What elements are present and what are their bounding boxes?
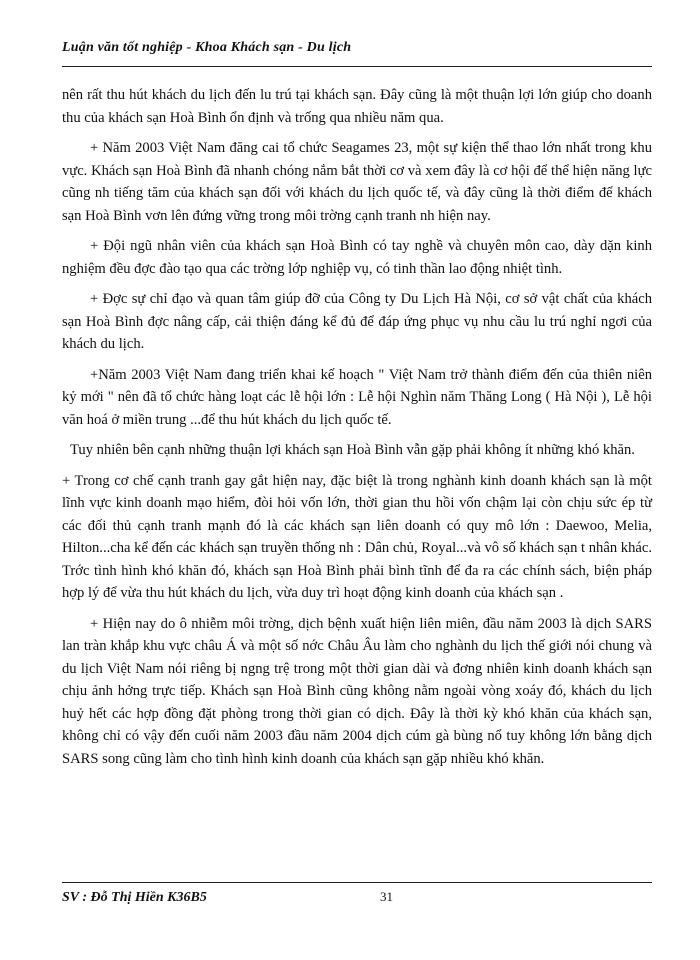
paragraph-company-support: + Đợc sự chỉ đạo và quan tâm giúp đỡ của Công ty Du Lịch Hà Nội, cơ sở vật chất của khách sạn Hoà Bình đợc nâng cấp, cải thiện đáng kể đủ để đáp ứng phục vụ nhu cầu lu trú nghỉ ngơi của khách du lịch. — [62, 291, 652, 352]
paragraph-staff: + Đội ngũ nhân viên của khách sạn Hoà Bình có tay nghề và chuyên môn cao, dày dặn kinh nghiệm đều đợc đào tạo qua các trờng lớp nghiệp vụ, có tinh thần lao động nhiệt tình. — [62, 238, 652, 277]
paragraph-difficulties-intro: Tuy nhiên bên cạnh những thuận lợi khách sạn Hoà Bình vẫn gặp phải không ít những khó khăn. — [70, 442, 635, 458]
paragraph-seagames: + Năm 2003 Việt Nam đăng cai tổ chức Seagames 23, một sự kiện thể thao lớn nhất trong khu vực. Khách sạn Hoà Bình đã nhanh chóng nắm bắt thời cơ và xem đây là cơ hội để thể hiện năng lực cũng nh tiếng tăm của khách sạn đối với khách du lịch quốc tế, và đây cũng là thời điểm để khách sạn Hoà Bình vơn lên đứng vững trong môi trờng cạnh tranh nh hiện nay. — [62, 140, 652, 224]
header-divider — [62, 66, 652, 67]
footer-divider — [62, 882, 652, 883]
paragraph-competition: + Trong cơ chế cạnh tranh gay gắt hiện nay, đặc biệt là trong nghành kinh doanh khách sạn là một lĩnh vực kinh doanh mạo hiểm, đòi hỏi vốn lớn, thời gian thu hồi vốn chậm lại còn chịu sức ép từ các đối thủ cạnh tranh mạnh đó là các khách sạn liên doanh có quy mô lớn : Daewoo, Melia, Hilton...cha kể đến các khách sạn truyền thống nh : Dân chủ, Royal...và vô số khách sạn t nhân khác. Trớc tình hình khó khăn đó, khách sạn Hoà Bình phải bình tĩnh để đa ra các chính sách, biện pháp hợp lý để vừa thu hút khách du lịch, vừa duy trì hoạt động kinh doanh của khách sạn . — [62, 472, 652, 601]
footer-author: SV : Đỗ Thị Hiền K36B5 — [62, 890, 207, 905]
paragraph-intro: nên rất thu hút khách du lịch đến lu trú tại khách sạn. Đây cũng là một thuận lợi lớn giúp cho doanh thu của khách sạn Hoà Bình ổn định và trống qua nhiều năm qua. — [62, 87, 652, 126]
page-number: 31 — [380, 889, 393, 904]
paragraph-epidemic: + Hiện nay do ô nhiễm môi trờng, dịch bệnh xuất hiện liên miên, đầu năm 2003 là dịch SARS lan tràn khắp khu vực châu Á và một số nớc Châu Âu làm cho nghành du lịch thế giới nói chung và du lịch Việt Nam nói riêng bị ngng trệ trong một thời gian dài và đơng nhiên kinh doanh khách sạn chịu ảnh hởng trực tiếp. Khách sạn Hoà Bình cũng không nằm ngoài vòng xoáy đó, khách du lịch huỷ hết các hợp đồng đặt phòng trong thời gian có dịch. Đây là thời kỳ khó khăn của khách sạn, không chỉ có vậy đến cuối năm 2003 đầu năm 2004 dịch cúm gà bùng nổ tuy không lớn bằng dịch SARS song cũng làm cho tình hình kinh doanh của khách sạn gặp nhiều khó khăn. — [62, 615, 652, 767]
document-body — [62, 84, 652, 778]
running-header: Luận văn tốt nghiệp - Khoa Khách sạn - Du lịch — [62, 40, 352, 55]
paragraph-festivals: +Năm 2003 Việt Nam đang triển khai kế hoạch " Việt Nam trở thành điểm đến của thiên niên kỷ mới " nên đã tổ chức hàng loạt các lễ hội lớn : Lễ hội Nghìn năm Thăng Long ( Hà Nội ), Lễ hội văn hoá ở miền trung ...để thu hút khách du lịch quốc tế. — [62, 366, 652, 428]
